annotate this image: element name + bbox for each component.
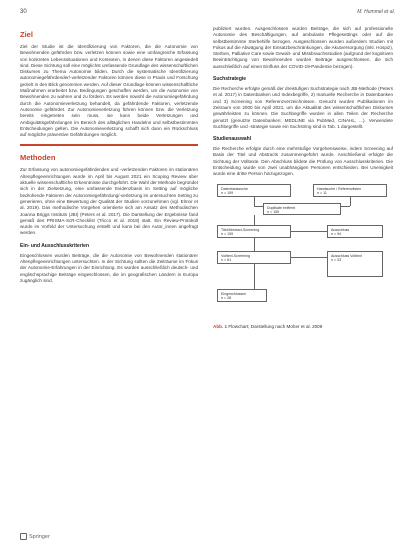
flow-count-excluded: n = 94 (331, 232, 342, 237)
flow-count-other: n = 11 (317, 191, 327, 196)
flow-label-screening: Titel/Abstract-Screening (221, 227, 260, 232)
flow-connector (254, 264, 255, 289)
flow-connector (254, 238, 255, 251)
prisma-flowchart (213, 184, 393, 320)
paragraph-ziel: Ziel der Studie ist die Identifizierung von Faktoren, die die Autonomie von Bewohnenden gefährden bzw. verletzen können sowie eine umfangreiche Erfassung von konkreten Lebenssituationen und Kontexten, in denen diese Faktoren angesiedelt sind. Diese Sichtung soll eine möglichst umfassende Grundlage des wissenschaftlichen Diskurses zu Thema Autonomie bilden. Durch die systematische Identifizierung autonomiegefährdender/-verletzender Faktoren können diese in Praxis und Forschung gezielt in den Blick genommen werden. Auf dieser Grundlage können wissenschaftliche Maßnahmen erarbeitet bzw. Bedingungen geschaffen werden, um die Autonomie von Bewohnenden zu wahren und zu fördern. Es werden sowohl die Autonomiegefährdung durch die Autonomieverletzung behandelt, da gefährdende Faktoren, verletzende Autonomie gefährdet. Zur Autonomieverletzung führen können bzw. die Verletzung bereits eingetreten sein muss, sie kann beide Verletzungen und Ambiguitätsgefährdungen im Bereich des alltäglichen Handelns und selbstbestimmten Entscheidungen gelten. Die Autonomieverletzung schafft sich dann ein Rückschluss auf mögliche präventive Gefährdungen möglich. (20, 44, 198, 138)
page-number: 30 (20, 9, 27, 15)
section-title-methoden: Methoden (20, 153, 56, 163)
publisher-logo-icon (20, 533, 27, 540)
flow-label-duplicates: Duplikate entfernt (267, 205, 296, 210)
paragraph-selection: Die Recherche erfolgte durch eine mehrstufige Vorgehensweise, indem Screening auf Basis der Titel und Abstracts zusammengeführt wurde. Anschließend erfolgte die Sichtung der Volltexte. Den Abschluss bildete die Prüfung von Ausschlusskriterien. Die Entscheidung wurde von zwei unabhängigen Personen entschieden. Bei Uneinigkeit wurde eine dritte Person hinzugezogen. (213, 146, 393, 177)
flow-box-other-sources (313, 184, 387, 197)
left-column (20, 30, 198, 290)
flow-box-screening (217, 225, 291, 238)
flow-count-screening: n = 155 (221, 232, 234, 237)
paragraph-exclusion: publiziert wurden. Ausgeschlossen wurden Beiträge, die sich auf professionelle Autonomie des Beschäftigungen, auf ambulante Pflegesettings oder auf die selbstbestimmte Sterbehilfe bezogen. Ausgeschlossen wurden außerdem Studien mit Fokus auf die Abwägung der Einsatzbeschränkungen, die Akutversorgung (inkl. Hospiz), Sterben, Palliative Care sowie Gewalt- und Missbrauchsstudien (aufgrund der kognitiven Beeinträchtigung von Bewohnenden wurden Beiträge ausgeschlossen, die sich ausschließlich auf einen Einfluss der COVID-19-Pandemie bezogen). (213, 26, 394, 69)
flow-label-other: Handsuche / Referenzlisten (317, 186, 362, 191)
publisher-name: Springer (29, 533, 50, 540)
paragraph-methoden: Zur Erfassung von autonomiegefährdenden und -verletzenden Faktoren im stationären Altenpflegeeinrichtungen wurde im April bis August 2021 ein Scoping Review über aktuelle wissenschaftliche Erkenntnisse durchgeführt. Die Wahl der Methode begründet sich in der Zielsetzung, eine umfassende Evidenzbasis im Setting auf mögliche bedrohende Faktoren der Autonomiegefährdung/-verletzung im untersuchten Setting zu generieren, ohne eine Bewertung der Qualität der Studien vorzunehmen (vgl. Elmor et al. 2019). Das methodische Vorgehen orientierte sich am Ansatz des Methodischen Joanna Briggs Instituts (JBI) (Peters et al. 2017). Die Darstellung der Ergebnisse fand gemäß des PRISMA-ScR-Checklist (Tricco et al. 2018) statt. Ein Review-Protokoll wurde im Vorfeld der Untersuchung erstellt und kann bei den Autor_innen angefragt werden. (20, 167, 198, 236)
publisher-logo (20, 533, 50, 540)
flow-connector (254, 197, 255, 206)
flow-count-fulltext: n = 61 (221, 258, 232, 263)
section-title-ziel: Ziel (20, 30, 33, 39)
flow-box-excluded-fulltext (327, 251, 383, 277)
subsection-title-search: Suchstrategie (213, 76, 247, 83)
paragraph-search: Die Recherche erfolgte gemäß der dreistufigen Suchstrategie nach JBI-Methode (Peters et al. 2017) in Datenbanken und Indexbegriffe, 2) manuelle Recherche in Datenbanken und 3) Screening von Referenzverzeichnissen. Gesucht wurden Publikationen im Zeitraum von 2000 bis April 2021, um die Aktualität des wissenschaftlichen Diskurses gewährleisten zu können. Die Suchbegriffe wurden in allen Teilen der Recherche genutzt (genutzte Datenbanken: MEDLINE via PubMed, CINAHL, ...). Verwendete Suchbegriffe und -strategie sowie ein Suchstring sind in Tab. 1 dargestellt. (213, 86, 393, 129)
flow-count-excluded-fulltext: n = 33 (331, 258, 342, 263)
subsection-title-selection: Studienauswahl (213, 136, 252, 143)
flow-label-excluded: Ausschluss (331, 227, 350, 232)
running-header-authors: M. Hummel et al. (357, 9, 395, 15)
flow-count-duplicates: n = 155 (267, 210, 280, 215)
flow-box-database (217, 184, 291, 197)
right-column (213, 26, 393, 330)
flow-connector (350, 197, 351, 206)
section-divider (20, 144, 198, 146)
paragraph-criteria: Eingeschlossen wurden Beiträge, die die Autonomie von Bewohnenden stationärer Altenpflegeeinrichtungen untersuchten. In der Sichtung sollten die Zeiträume im Fokus der Autonomie-Erfahrungen in der Einrichtung. Es wurden ausschließlich deutsch- und englischsprachige Beiträge eingeschlossen, die im geografischen Ländern in Europa zugänglich sind. (20, 252, 198, 283)
flow-box-fulltext (217, 251, 291, 264)
subsection-title-criteria: Ein- und Ausschlusskriterien (20, 242, 89, 249)
figure-caption (213, 324, 393, 330)
flow-box-excluded-screening (327, 225, 383, 238)
figure-label: Abb. 1 (213, 323, 228, 329)
flow-label-excluded-fulltext: Ausschluss Volltext (331, 253, 362, 258)
flow-connector (291, 257, 327, 258)
flow-label-database: Datenbanksuche (221, 186, 248, 191)
flow-connector (291, 231, 327, 232)
figure-caption-text: Flowchart; Darstellung nach Moher et al. 2009 (228, 323, 323, 329)
flow-box-included (217, 289, 267, 302)
flow-count-database: n = 159 (221, 191, 234, 196)
flow-label-included: Eingeschlossen (221, 291, 247, 296)
flow-label-fulltext: Volltext-Screening (221, 253, 250, 258)
flow-count-included: n = 28 (221, 296, 232, 301)
flow-connector (254, 215, 255, 225)
flow-box-duplicates (263, 203, 341, 215)
